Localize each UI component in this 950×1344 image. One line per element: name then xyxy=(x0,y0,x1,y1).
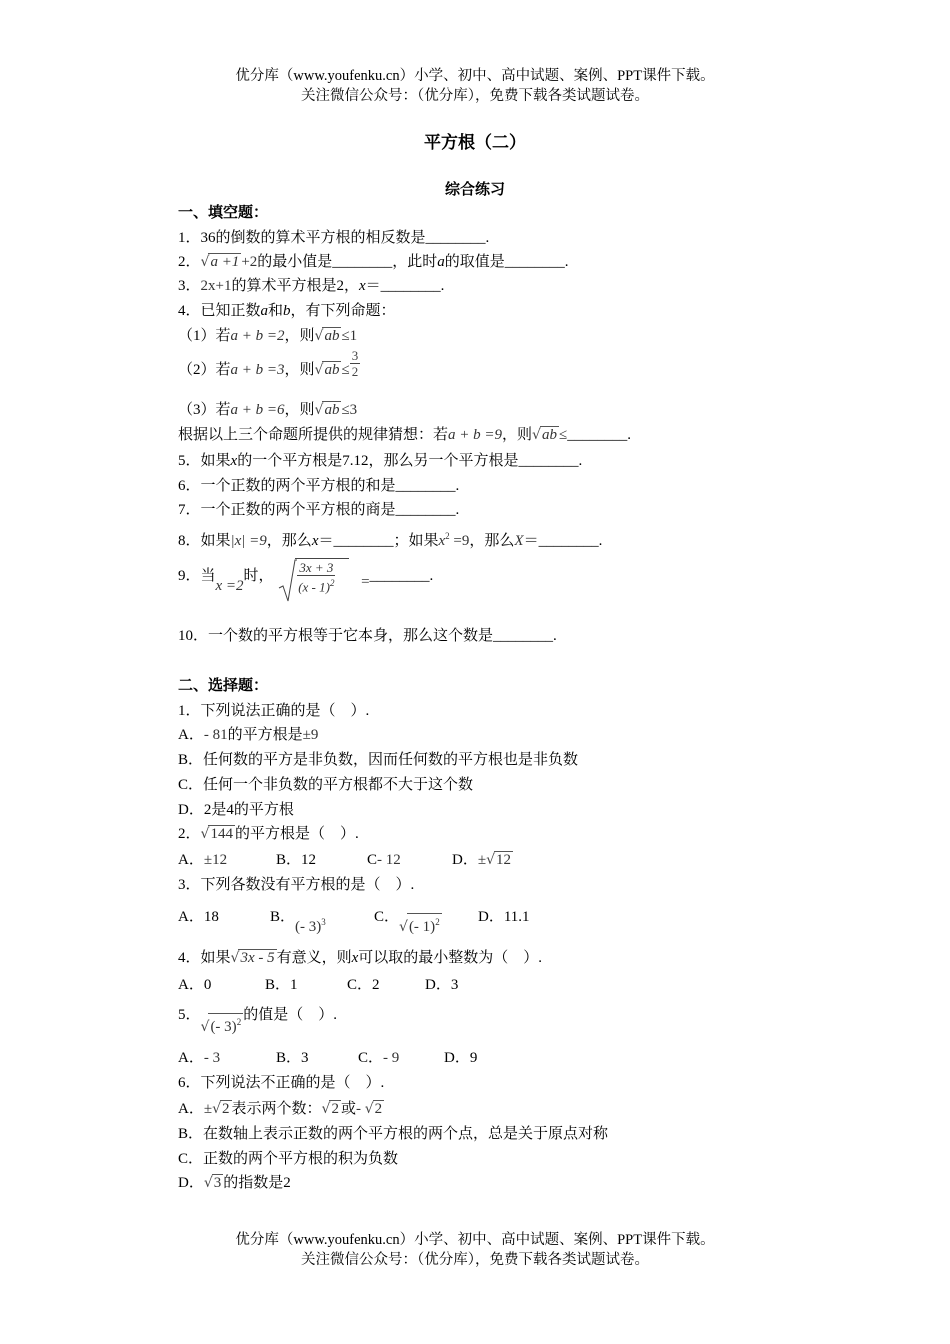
q2-1-option-a: A．- 81的平方根是±9 xyxy=(178,727,319,743)
question-1-4: 4．已知正数a和b，有下列命题： xyxy=(178,303,396,319)
proposition-3: （3）若a + b =6，则√ab ≤3 xyxy=(178,402,358,418)
question-1-6: 6．一个正数的两个平方根的和是________. xyxy=(178,478,460,494)
question-1-3: 3．2x+1的算术平方根是2，x＝________. xyxy=(178,278,445,294)
question-1-7: 7．一个正数的两个平方根的商是________. xyxy=(178,502,460,518)
fill-blank-heading: 一、填空题： xyxy=(178,205,269,221)
q2-3-options: A．18 B．(- 3)$^3$ C．√(- 1)$^2$ D．11.1 xyxy=(178,909,530,935)
question-1-5: 5．如果x的一个平方根是7.12，那么另一个平方根是________. xyxy=(178,453,583,469)
q2-6-option-a: A．±√2 表示两个数：√2 或- √2 xyxy=(178,1101,383,1117)
section-subtitle: 综合练习 xyxy=(444,182,505,198)
question-1-2: 2．√a +1 +2的最小值是________，此时a的取值是________. xyxy=(178,254,569,270)
footer-line-1: 优分库（www.youfenku.cn）小学、初中、高中试题、案例、PPT课件下载。 xyxy=(235,1232,715,1248)
q2-6-option-d: D．√3 的指数是2 xyxy=(178,1175,291,1191)
question-1-10: 10．一个数的平方根等于它本身，那么这个数是________. xyxy=(178,628,557,644)
q2-1-option-d: D．2是4的平方根 xyxy=(178,802,294,818)
q2-6-option-c: C．正数的两个平方根的积为负数 xyxy=(178,1151,399,1167)
question-1-1: 1．36的倒数的算术平方根的相反数是________. xyxy=(178,230,490,246)
question-2-5: 5．√(- 3)$^2$ 的值是（ ）. xyxy=(178,1007,337,1035)
question-2-2: 2．√144 的平方根是（ ）. xyxy=(178,826,359,842)
proposition-2: （2）若a + b =3，则√ab ≤ $\frac{3}{2}$ xyxy=(178,348,359,380)
question-1-9: 9．当x =2时， $\frac{3x + 3}{(x - 1)^2}$ =________. xyxy=(178,566,433,586)
q2-2-options: A．±12 B．12 C- 12 D．±√12 xyxy=(178,852,511,868)
footer-line-2: 关注微信公众号：（优分库），免费下载各类试题试卷。 xyxy=(301,1252,649,1268)
page-title: 平方根（二） xyxy=(424,133,526,152)
q2-1-option-b: B．任何数的平方是非负数，因而任何数的平方根也是非负数 xyxy=(178,752,579,768)
question-2-4: 4．如果√3x - 5 有意义，则x可以取的最小整数为（ ）. xyxy=(178,950,543,966)
q2-1-option-c: C．任何一个非负数的平方根都不大于这个数 xyxy=(178,777,474,793)
guess-line: 根据以上三个命题所提供的规律猜想：若a + b =9，则√ab ≤________. xyxy=(178,427,631,443)
choice-heading: 二、选择题： xyxy=(178,678,269,694)
question-1-8: 8．如果|x| =9，那么x＝________；如果$x^2 =9$，那么X＝________. xyxy=(178,531,603,549)
question-2-3: 3．下列各数没有平方根的是（ ）. xyxy=(178,877,415,893)
question-2-6: 6．下列说法不正确的是（ ）. xyxy=(178,1075,385,1091)
question-2-1: 1．下列说法正确的是（ ）. xyxy=(178,703,370,719)
q2-6-option-b: B．在数轴上表示正数的两个平方根的两个点，总是关于原点对称 xyxy=(178,1126,609,1142)
radical-sign xyxy=(277,558,297,604)
q2-5-options: A．- 3 B．3 C．- 9 D．9 xyxy=(178,1050,478,1066)
q2-4-options: A．0 B．1 C．2 D．3 xyxy=(178,977,459,993)
proposition-1: （1）若a + b =2，则√ab ≤1 xyxy=(178,328,358,344)
header-line-1: 优分库（www.youfenku.cn）小学、初中、高中试题、案例、PPT课件下载。 xyxy=(235,68,715,84)
header-line-2: 关注微信公众号：（优分库），免费下载各类试题试卷。 xyxy=(301,88,649,104)
